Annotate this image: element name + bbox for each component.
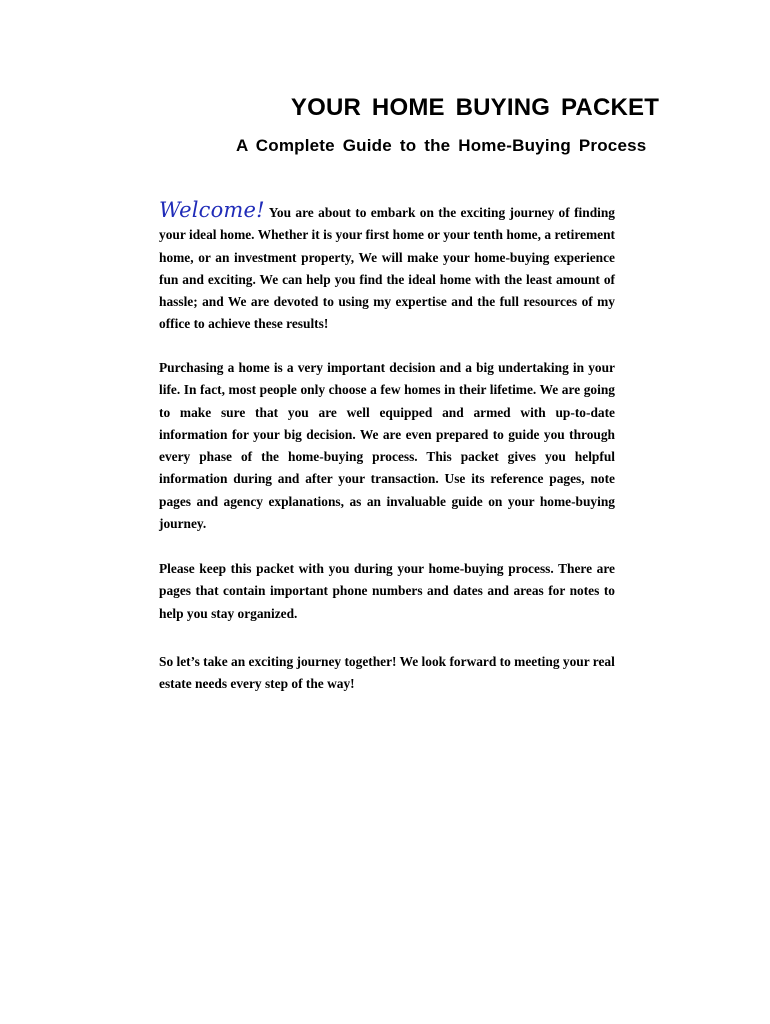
- keep-packet-paragraph: Please keep this packet with you during your home-buying process. There are pages that contain important phone numbers and dates and areas for notes to help you stay organized.: [159, 561, 615, 621]
- document-title: YOUR HOME BUYING PACKET: [290, 94, 660, 121]
- welcome-heading: Welcome!: [159, 198, 265, 222]
- closing-paragraph: So let’s take an exciting journey together! We look forward to meeting your real estate needs every step of the way!: [159, 654, 615, 692]
- welcome-paragraph-text: You are about to embark on the exciting journey of finding your ideal home. Whether it is your first home or your tenth home, a retirement home, or an investment property, We will make your home-buying experience fun and exciting. We can help you find the ideal home with the least amount of hassle; and We are devoted to using my expertise and the full resources of my office to achieve these results!: [159, 205, 616, 332]
- purchasing-paragraph: Purchasing a home is a very important decision and a big undertaking in your life. In fact, most people only choose a few homes in their lifetime. We are going to make sure that you are well equipped and armed with up-to-date information for your big decision. We are even prepared to guide you through every phase of the home-buying process. This packet gives you helpful information during and after your transaction. Use its reference pages, note pages and agency explanations, as an invaluable guide on your home-buying journey.: [159, 360, 615, 532]
- welcome-paragraph: [159, 199, 615, 336]
- document-subtitle: A Complete Guide to the Home-Buying Process: [236, 136, 647, 155]
